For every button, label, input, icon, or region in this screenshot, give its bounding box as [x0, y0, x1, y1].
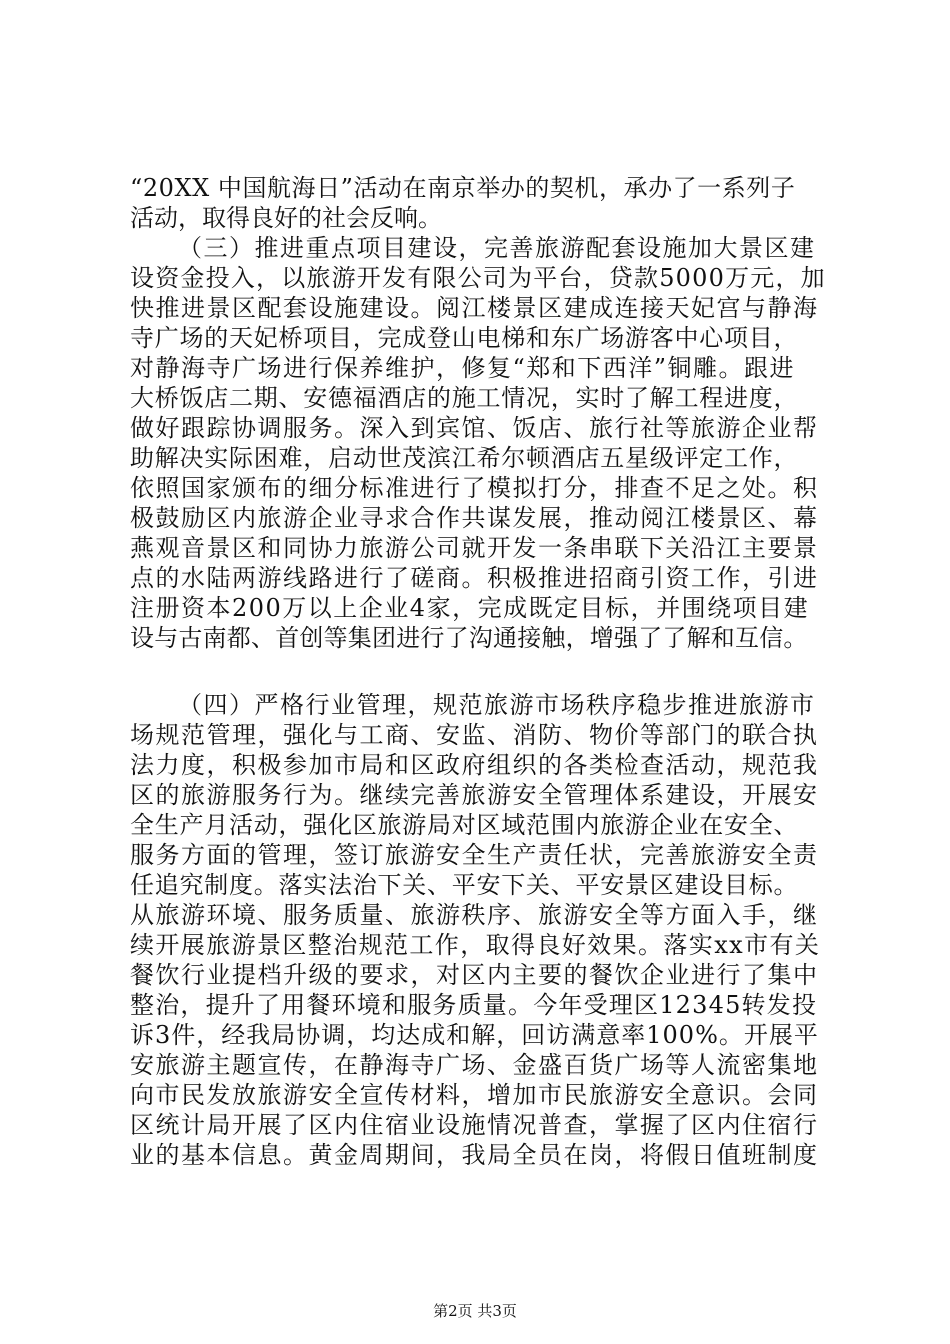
text-line: 区统计局开展了区内住宿业设施情况普查，掌握了区内住宿行: [130, 1111, 819, 1139]
text-line: 点的水陆两游线路进行了磋商。积极推进招商引资工作，引进: [130, 564, 819, 592]
paragraph-section-4: [130, 690, 830, 1170]
text-line: （三）推进重点项目建设，完善旅游配套设施加大景区建: [178, 234, 816, 262]
document-body: [130, 173, 830, 1170]
text-line: 全生产月活动，强化区旅游局对区域范围内旅游企业在安全、: [130, 811, 799, 839]
text-line: 区的旅游服务行为。继续完善旅游安全管理体系建设，开展安: [130, 781, 819, 809]
text-line: 法力度，积极参加市局和区政府组织的各类检查活动，规范我: [130, 751, 819, 779]
text-line: 设资金投入，以旅游开发有限公司为平台，贷款5000万元，加: [130, 264, 826, 292]
text-line: 服务方面的管理，签订旅游安全生产责任状，完善旅游安全责: [130, 841, 819, 869]
text-line: 场规范管理，强化与工商、安监、消防、物价等部门的联合执: [130, 721, 819, 749]
text-line: 从旅游环境、服务质量、旅游秩序、旅游安全等方面入手，继: [130, 901, 819, 929]
text-line: 做好跟踪协调服务。深入到宾馆、饭店、旅行社等旅游企业帮: [130, 414, 819, 442]
text-line: （四）严格行业管理，规范旅游市场秩序稳步推进旅游市: [178, 691, 816, 719]
text-line: 设与古南都、首创等集团进行了沟通接触，增强了了解和互信。: [130, 624, 808, 652]
text-line: 助解决实际困难，启动世茂滨江希尔顿酒店五星级评定工作，: [130, 444, 799, 472]
text-line: 整治，提升了用餐环境和服务质量。今年受理区12345转发投: [130, 991, 818, 1019]
text-line: 诉3件，经我局协调，均达成和解，回访满意率100%。开展平: [130, 1021, 819, 1049]
text-line: 快推进景区配套设施建设。阅江楼景区建成连接天妃宫与静海: [130, 294, 819, 322]
text-line: 对静海寺广场进行保养维护，修复“郑和下西洋”铜雕。跟进: [130, 354, 796, 382]
paragraph-section-3: [130, 233, 830, 653]
text-line: 续开展旅游景区整治规范工作，取得良好效果。落实xx市有关: [130, 931, 821, 959]
text-line: 注册资本200万以上企业4家，完成既定目标，并围绕项目建: [130, 594, 810, 622]
text-line: 大桥饭店二期、安德福酒店的施工情况，实时了解工程进度，: [130, 384, 799, 412]
text-line: 寺广场的天妃桥项目，完成登山电梯和东广场游客中心项目，: [130, 324, 799, 352]
text-line: “20XX 中国航海日”活动在南京举办的契机，承办了一系列子: [130, 174, 796, 202]
text-line: 业的基本信息。黄金周期间，我局全员在岗，将假日值班制度: [130, 1141, 819, 1169]
page-number-footer: 第2页 共3页: [433, 1302, 517, 1320]
paragraph-gap: [130, 653, 830, 690]
text-line: 依照国家颁布的细分标准进行了模拟打分，排查不足之处。积: [130, 474, 819, 502]
text-line: 向市民发放旅游安全宣传材料，增加市民旅游安全意识。会同: [130, 1081, 819, 1109]
paragraph-continuation: [130, 173, 830, 233]
text-line: 燕观音景区和同协力旅游公司就开发一条串联下关沿江主要景: [130, 534, 819, 562]
text-line: 极鼓励区内旅游企业寻求合作共谋发展，推动阅江楼景区、幕: [130, 504, 819, 532]
text-line: 安旅游主题宣传，在静海寺广场、金盛百货广场等人流密集地: [130, 1051, 819, 1079]
text-line: 活动，取得良好的社会反响。: [130, 204, 442, 232]
text-line: 餐饮行业提档升级的要求，对区内主要的餐饮企业进行了集中: [130, 961, 819, 989]
text-line: 任追究制度。落实法治下关、平安下关、平安景区建设目标。: [130, 871, 799, 899]
